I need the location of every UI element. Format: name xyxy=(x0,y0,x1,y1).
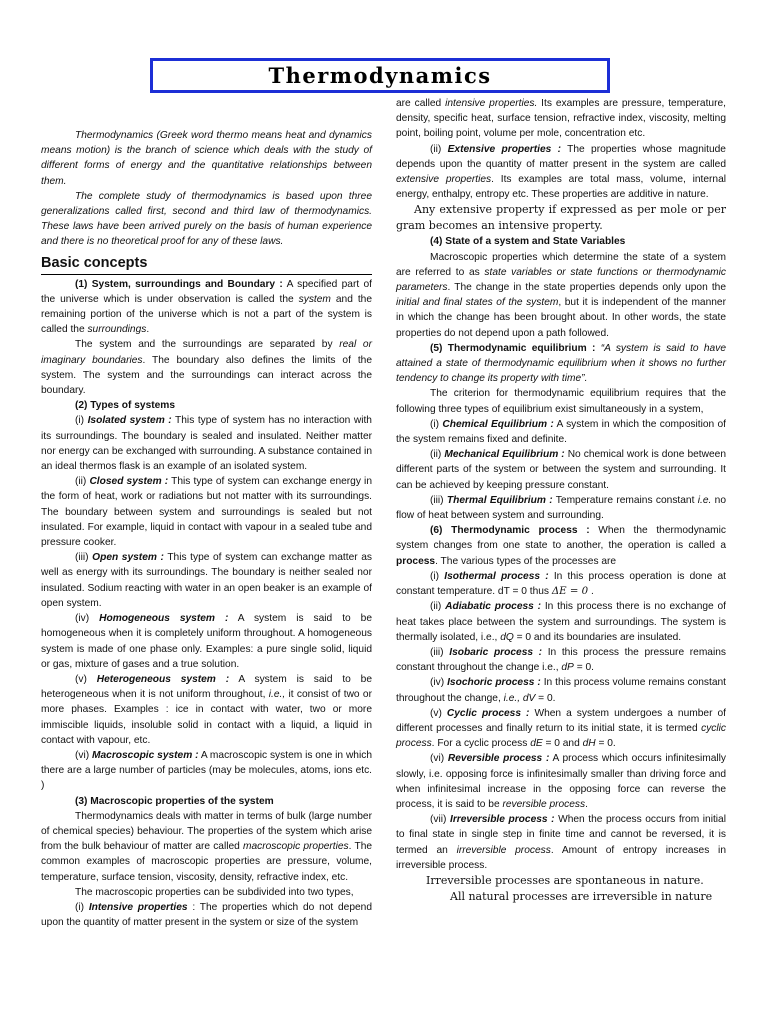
paragraph-extensive-properties: (ii) Extensive properties : The properties whose magnitude depends upon the quantity of matter present in the system are called extensive properties. Its examples are total mass, volume, internal energy, enthalpy, entropy etc. These properties are additive in nature. xyxy=(396,143,727,201)
paragraph-intensive-continued: are called intensive properties. Its examples are pressure, temperature, density, specific heat, surface tension, refractive index, viscosity, melting point, boiling point, volume per mole, concentration etc. xyxy=(396,98,726,140)
paragraph-cyclic-process: (v) Cyclic process : When a system undergoes a number of different processes and finally return to its initial state, it is termed cyclic process. For a cyclic process dE = 0 and dH = 0. xyxy=(396,707,726,750)
label-system-surroundings: (1) System, surroundings and Boundary : xyxy=(75,278,283,290)
note-extensive-intensive: Any extensive property if expressed as per mole or per gram becomes an intensive property. xyxy=(396,203,726,233)
title-box xyxy=(150,58,610,93)
note-spontaneous: Irreversible processes are spontaneous in nature. xyxy=(426,873,704,887)
paragraph-isochoric-process: (iv) Isochoric process : In this process volume remains constant throughout the change, i.e., dV = 0. xyxy=(396,677,727,704)
paragraph-intensive-properties: (i) Intensive properties : The properties which do not depend upon the quantity of matter present in the system or size of the system xyxy=(41,901,372,929)
paragraph-thermodynamic-equilibrium: (5) Thermodynamic equilibrium : “A system is said to have attained a state of thermodynamic equilibrium when it shows no further tendency to change its property with time”. xyxy=(396,342,726,385)
paragraph-isobaric-process: (iii) Isobaric process : In this process the pressure remains constant throughout the change i.e., dP = 0. xyxy=(396,646,726,674)
paragraph-heterogeneous-system: (v) Heterogeneous system : A system is said to be heterogeneous when it is not uniform throughout, i.e., it consist of two or more phases. Examples : ice in contact with water, two or more immiscible liquids, insoluble solid in contact with a liquid, a liquid in contact with vapour, etc. xyxy=(41,673,373,746)
paragraph-macroscopic-system: (vi) Macroscopic system : A macroscopic system is one in which there are a large number of particles (may be molecules, atoms, ions etc. ) xyxy=(41,749,372,792)
label-state-variables: (4) State of a system and State Variables xyxy=(430,236,626,248)
label-types-of-systems: (2) Types of systems xyxy=(75,400,176,412)
intro-paragraph-1: Thermodynamics (Greek word thermo means heat and dynamics means motion) is the branch of science which deals with the study of different forms of energy and the quantitative relationships between them. xyxy=(41,130,372,187)
note-natural-processes: All natural processes are irreversible in nature xyxy=(450,889,713,903)
paragraph-boundary: The system and the surroundings are separated by real or imaginary boundaries. The boundary also defines the limits of the system. The system and the surroundings can interact across the boundary. xyxy=(41,339,372,397)
paragraph-reversible-process: (vi) Reversible process : A process which occurs infinitesimally slowly, i.e. opposing force is infinitesimally smaller than driving force and when infinitesimal increase in the opposing force can reverse the process, it is said to be reversible process. xyxy=(396,753,726,810)
paragraph-equilibrium-criterion: The criterion for thermodynamic equilibrium requires that the following three types of equilibrium exist simultaneously in a system, xyxy=(396,388,726,415)
paragraph-macroscopic-properties: Thermodynamics deals with matter in terms of bulk (large number of chemical species) behaviour. The properties of the system which arise from the bulk behaviour of matter are called macroscopic properties. The common examples of macroscopic properties are pressure, volume, temperature, surface tension, viscosity, density, refractive index, etc. xyxy=(41,810,373,883)
paragraph-isothermal-process: (i) Isothermal process : In this process operation is done at constant temperature. dT = 0 thus ΔE = 0 . xyxy=(396,570,726,598)
paragraph-thermal-equilibrium: (iii) Thermal Equilibrium : Temperature remains constant i.e. no flow of heat between system and surrounding. xyxy=(396,494,727,522)
page-title: Thermodynamics xyxy=(268,63,492,88)
left-column xyxy=(41,128,372,930)
paragraph-state-variables: Macroscopic properties which determine the state of a system are referred to as state variables or state functions or thermodynamic parameters. The change in the state properties depends only upon the initial and final states of the system, but it is independent of the manner in which the change has been brought about. In other words, the state properties do not depend upon a path followed. xyxy=(396,251,726,339)
paragraph-closed-system: (ii) Closed system : This type of system can exchange energy in the form of heat, work or radiations but not matter with its surroundings. The boundary between system and surroundings is sealed but not insulated. For example, liquid in contact with vapour in a sealed tube and pressure cooker. xyxy=(41,476,372,549)
paragraph-mechanical-equilibrium: (ii) Mechanical Equilibrium : No chemical work is done between different parts of the system or between the system and surrounding. It can be achieved by keeping pressure constant. xyxy=(396,449,726,491)
intro-paragraph-2: The complete study of thermodynamics is based upon three generalizations called first, second and third law of thermodynamics. These laws have been arrived purely on the basis of human experience and there is no theoretical proof for any of these laws. xyxy=(41,190,372,248)
right-column xyxy=(396,96,726,905)
paragraph-subdivided: The macroscopic properties can be subdivided into two types, xyxy=(75,886,354,898)
paragraph-irreversible-process: (vii) Irreversible process : When the process occurs from initial to final state in single step in finite time and cannot be reversed, it is termed an irreversible process. Amount of entropy increases in irreversible process. xyxy=(396,814,726,871)
label-macroscopic-properties: (3) Macroscopic properties of the system xyxy=(75,795,274,807)
paragraph-system-surroundings: (1) System, surroundings and Boundary : A specified part of the universe which is under observation is called the system and the remaining portion of the universe which is not a part of the system is called the surroundings. xyxy=(41,278,372,336)
equation-delta-e: ΔE = 0 xyxy=(551,586,589,598)
paragraph-isolated-system: (i) Isolated system : This type of system has no interaction with its surroundings. The boundary is sealed and insulated. Neither matter nor energy can be exchanged with surrounding. A substance contained in an ideal thermos flask is an example of an isolated system. xyxy=(41,415,372,473)
paragraph-thermodynamic-process: (6) Thermodynamic process : When the thermodynamic system changes from one state to another, the operation is called a process. The various types of the processes are xyxy=(396,525,726,567)
paragraph-chemical-equilibrium: (i) Chemical Equilibrium : A system in which the composition of the system remains fixed and definite. xyxy=(396,418,726,446)
section-heading-basic-concepts: Basic concepts xyxy=(41,254,372,275)
paragraph-homogeneous-system: (iv) Homogeneous system : A system is said to be homogeneous when it is completely uniform throughout. A homogeneous system is made of one phase only. Examples: a pure single solid, liquid or gas, mixture of gases and a true solution. xyxy=(41,613,372,670)
paragraph-adiabatic-process: (ii) Adiabatic process : In this process there is no exchange of heat takes place between the system and surroundings. The system is thermally isolated, i.e., dQ = 0 and its boundaries are insulated. xyxy=(396,601,726,643)
paragraph-open-system: (iii) Open system : This type of system can exchange matter as well as energy with its surroundings. The boundary is neither sealed nor insulated. Sodium reacting with water in an open beaker is an example of open system. xyxy=(41,552,372,609)
